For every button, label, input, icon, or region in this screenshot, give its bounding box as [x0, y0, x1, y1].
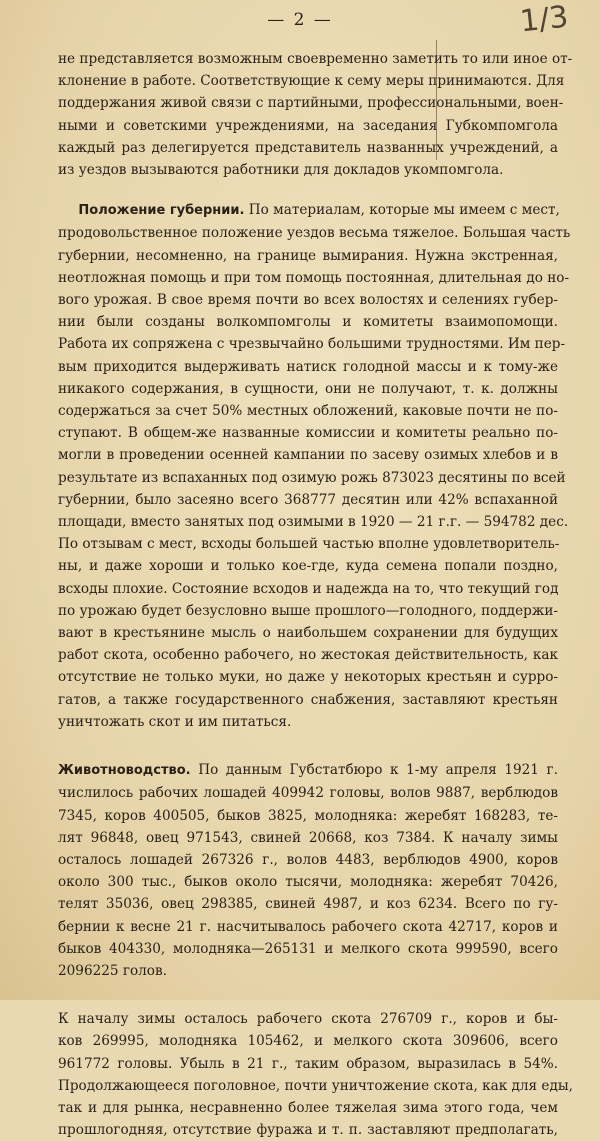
- text-line: неотложная помощь и при том помощь постоянная, длительная до но-: [58, 269, 570, 286]
- text-line: не представляется возможным своевременно заметить то или иное от-: [58, 51, 573, 67]
- text-line: ны, и даже хороши и только кое-где, куда семена попали поздно,: [58, 558, 558, 575]
- paragraph-province-situation: [58, 199, 571, 733]
- text-line: ступают. В общем-же названные комиссии и комитеты реально по-: [58, 425, 558, 442]
- text-line: нии были созданы волкомпомголы и комитеты взаимопомощи.: [58, 314, 558, 331]
- text-line: 7345, коров 400505, быков 3825, молодняка: жеребят 168283, те-: [58, 807, 558, 824]
- paragraph-winter-losses: [58, 1008, 573, 1141]
- text-line: Положение губернии. По материалам, которые мы имеем с мест,: [78, 202, 560, 219]
- text-line: каждый раз делегируется представитель названных учреждений, а: [58, 139, 558, 156]
- text-line: результате из вспаханных под озимую рожь 873023 десятины по всей: [58, 469, 566, 486]
- text-line: гатов, а также государственного снабжения, заставляют крестьян: [58, 691, 558, 708]
- text-line: вого урожая. В свое время почти во всех волостях и селениях губер-: [58, 292, 558, 309]
- text-line: площади, вместо занятых под озимыми в 1920 — 21 г.г. — 594782 дес.: [58, 514, 569, 531]
- text-line: уничтожать скот и им питаться.: [58, 713, 292, 730]
- page-number: — 2 —: [267, 10, 333, 30]
- text-line: числилось рабочих лошадей 409942 головы, волов 9887, верблюдов: [58, 785, 558, 802]
- text-line: никакого содержания, в сущности, они не получают, т. к. должны: [58, 380, 558, 397]
- text-line: из уездов вызываются работники для докладов укомпомгола.: [58, 162, 504, 179]
- text-line: бернии к весне 21 г. насчитывалось рабочего скота 42717, коров и: [58, 918, 558, 935]
- paragraph-intro: [58, 48, 573, 181]
- text-line: губернии, было засеяно всего 368777 десятин или 42% вспаханной: [58, 491, 558, 508]
- paragraph-livestock: [58, 759, 558, 982]
- text-line: лят 96848, овец 971543, свиней 20668, коз 7384. К началу зимы: [58, 829, 558, 846]
- text-line: ными и советскими учреждениями, на заседания Губкомпомгола: [58, 117, 558, 134]
- section-heading-province: Положение губернии.: [78, 203, 245, 219]
- section-heading-livestock: Животноводство.: [58, 763, 191, 779]
- text-line: вают в крестьянине мысль о наибольшем сохранении для будущих: [58, 625, 558, 642]
- text-line: 2096225 голов.: [58, 962, 167, 979]
- text-line: продовольственное положение уездов весьма тяжелое. Большая часть: [58, 225, 571, 242]
- text-line: по урожаю будет безусловно выше прошлого—голодного, поддержи-: [58, 602, 558, 619]
- document-body: [58, 48, 573, 1141]
- text-line: так и для рынка, несравненно более тяжелая зима этого года, чем: [58, 1099, 558, 1116]
- text-line: прошлогодняя, отсутствие фуража и т. п. заставляют предполагать,: [58, 1122, 558, 1139]
- text-line: К началу зимы осталось рабочего скота 276709 г., коров и бы-: [58, 1011, 558, 1028]
- text-line: Работа их сопряжена с чрезвычайно большими трудностями. Им пер-: [58, 336, 566, 353]
- handwritten-margin-mark: 1/3: [518, 0, 570, 40]
- text-line: содержаться за счет 50% местных обложений, каковые почти не по-: [58, 403, 558, 420]
- text-line: вым приходится выдерживать натиск голодной массы и к тому-же: [58, 358, 558, 375]
- text-line: Животноводство. По данным Губстатбюро к 1-му апреля 1921 г.: [58, 762, 559, 779]
- text-line: По отзывам с мест, всходы большей частью вполне удовлетворитель-: [58, 536, 560, 553]
- text-line: работ скота, особенно рабочего, но жестокая действительность, как: [58, 647, 558, 664]
- text-line: всходы плохие. Состояние всходов и надежда на то, что текущий год: [58, 580, 559, 597]
- text-line: Продолжающееся поголовное, почти уничтожение скота, как для еды,: [58, 1077, 573, 1094]
- text-line: отсутствие не только муки, но даже у некоторых крестьян и сурро-: [58, 669, 558, 686]
- text-line: поддержания живой связи с партийными, профессиональными, воен-: [58, 95, 564, 112]
- text-line: 961772 головы. Убыль в 21 г., таким образом, выразилась в 54%.: [58, 1055, 558, 1072]
- text-line: могли в проведении осенней кампании по засеву озимых хлебов и в: [58, 447, 558, 464]
- text-line: быков 404330, молодняка—265131 и мелкого скота 999590, всего: [58, 940, 558, 957]
- text-line: телят 35036, овец 298385, свиней 4987, и коз 6234. Всего по гу-: [58, 896, 558, 913]
- text-line: клонение в работе. Соответствующие к сему меры принимаются. Для: [58, 73, 565, 90]
- text-line: около 300 тыс., быков около тысячи, молодняка: жеребят 70426,: [58, 874, 558, 891]
- text-line: осталось лошадей 267326 г., волов 4483, верблюдов 4900, коров: [58, 851, 558, 868]
- text-line: губернии, несомненно, на границе вымирания. Нужна экстренная,: [58, 247, 558, 264]
- text-line: ков 269995, молодняка 105462, и мелкого скота 309606, всего: [58, 1033, 558, 1050]
